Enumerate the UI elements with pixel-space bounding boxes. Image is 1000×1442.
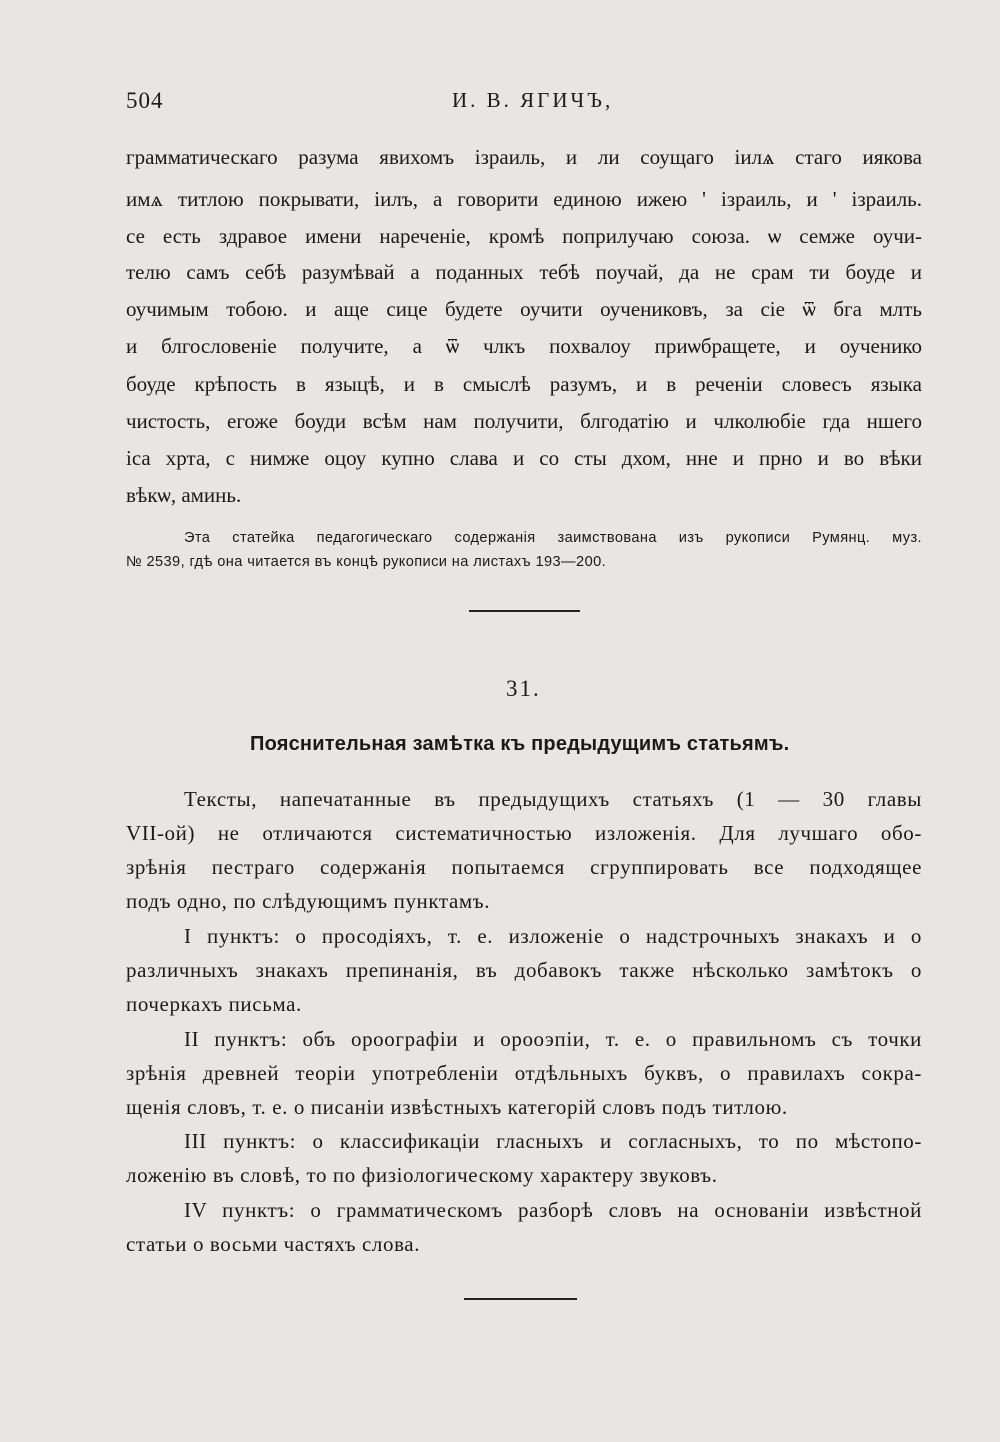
text-line: подъ одно, по слѣдующимъ пунктамъ. <box>126 889 491 913</box>
text-line: чистость, егоже боуди всѣм нам получити, блгодатію и члколюбіе гда ншего <box>126 409 922 433</box>
text-line: се есть здравое имени нареченіе, кромѣ поприлучаю союза. ѡ семже оучи- <box>126 224 922 248</box>
page-header <box>126 88 926 128</box>
text-line: III пунктъ: о классификаціи гласныхъ и согласныхъ, то по мѣстопо- <box>184 1129 922 1153</box>
text-line: почеркахъ письма. <box>126 992 302 1016</box>
text-line: іса хрта, с нимже оцоу купно слава и со сты дхом, нне и прно и во вѣки <box>126 446 922 470</box>
note-line: Эта статейка педагогическаго содержанія заимствована изъ рукописи Румянц. муз. <box>184 530 922 546</box>
divider <box>469 610 580 612</box>
text-line: щенія словъ, т. е. о писаніи извѣстныхъ категорій словъ подъ титлою. <box>126 1095 788 1119</box>
text-line: боуде крѣпость в языцѣ, и в смыслѣ разумъ, и в реченіи словесъ языка <box>126 372 922 396</box>
text-line: грамматическаго разума явихомъ ізраиль, и ли соущаго іилѧ стаго иякова <box>126 145 922 169</box>
text-line: зрѣнія пестраго содержанія попытаемся сгруппировать все подходящее <box>126 855 922 879</box>
text-line: вѣкѡ, аминь. <box>126 483 242 507</box>
section-title: Пояснительная замѣтка къ предыдущимъ статьямъ. <box>250 733 790 755</box>
running-head: И. В. ЯГИЧЪ, <box>452 88 614 112</box>
divider <box>464 1298 577 1300</box>
text-line: оучимым тобою. и аще сице будете оучити оучениковъ, за сіе ѿ бга млть <box>126 297 922 321</box>
text-line: VII-ой) не отличаются систематичностью изложенія. Для лучшаго обо- <box>126 821 922 845</box>
text-line: ложенію въ словѣ, то по физіологическому характеру звуковъ. <box>126 1163 718 1187</box>
text-line: и блгословеніе получите, а ѿ члкъ похвалоу приѡбращете, и оученико <box>126 334 922 358</box>
text-line: зрѣнія древней теоріи употребленіи отдѣльныхъ буквъ, о правилахъ сокра- <box>126 1061 922 1085</box>
section-number: 31. <box>506 676 541 701</box>
text-line: телю самъ себѣ разумѣвай а поданных тебѣ поучай, да не срам ти боуде и <box>126 260 922 284</box>
text-line: различныхъ знакахъ препинанія, въ добавокъ также нѣсколько замѣтокъ о <box>126 958 922 982</box>
note-line: № 2539, гдѣ она читается въ концѣ рукописи на листахъ 193—200. <box>126 554 607 570</box>
text-line: I пунктъ: о просодіяхъ, т. е. изложеніе о надстрочныхъ знакахъ и о <box>184 924 922 948</box>
text-line: IV пунктъ: о грамматическомъ разборѣ словъ на основаніи извѣстной <box>184 1198 922 1222</box>
page-number: 504 <box>126 88 164 113</box>
text-line: статьи о восьми частяхъ слова. <box>126 1232 421 1256</box>
text-line: II пунктъ: объ ороографіи и орооэпіи, т. е. о правильномъ съ точки <box>184 1027 922 1051</box>
text-line: Тексты, напечатанные въ предыдущихъ статьяхъ (1 — 30 главы <box>184 787 922 811</box>
text-line: имѧ титлою покрывати, іилъ, а говорити единою ижею ' ізраиль, и ' ізраиль. <box>126 187 922 211</box>
